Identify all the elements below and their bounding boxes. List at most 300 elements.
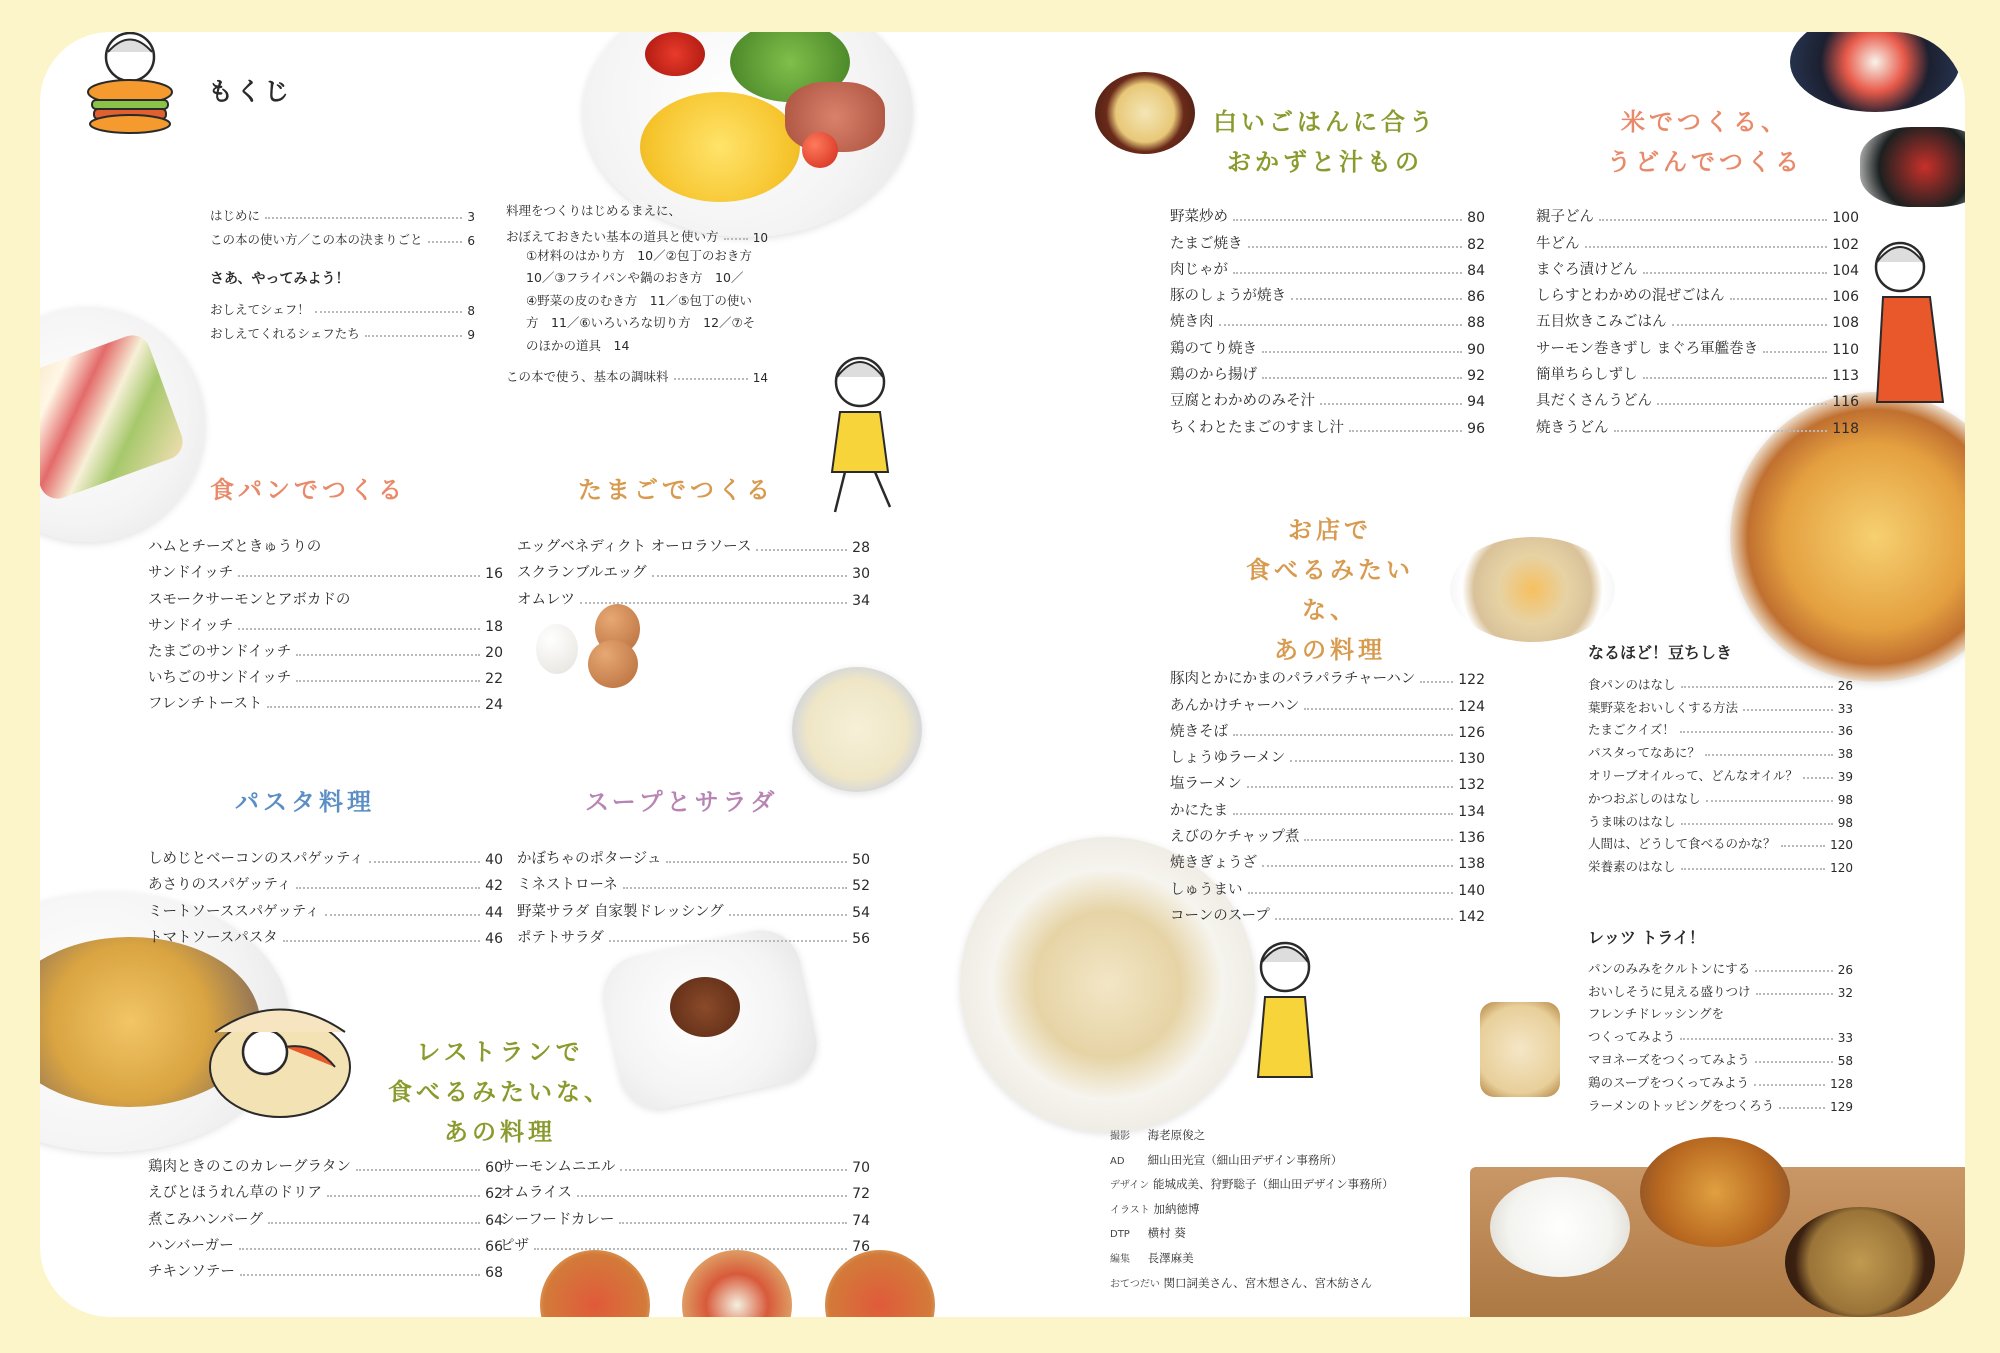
toc-entry-label: しょうゆラーメン [1170, 750, 1286, 767]
toc-entry-page: 92 [1467, 368, 1485, 385]
credit-role: イラスト [1110, 1204, 1150, 1216]
toc-entry-page: 62 [485, 1186, 503, 1203]
basics-detail: 10／③フライパンや鍋のおき方 10／ [526, 270, 744, 285]
title-line: 食べるみたいな、 [1246, 556, 1414, 624]
toc-entry[interactable] [148, 582, 503, 608]
dot-leader [1248, 892, 1454, 894]
toc-entry[interactable]: この本で使う、基本の調味料 14 [506, 369, 768, 385]
section-title-try: レッツ トライ！ [1588, 928, 1705, 947]
dot-leader [1763, 351, 1827, 353]
toc-entry[interactable] [1170, 384, 1485, 410]
dot-leader [1803, 777, 1833, 779]
toc-entry-label: つくってみよう [1588, 1029, 1676, 1045]
dot-leader [1756, 993, 1833, 995]
dot-leader [1262, 865, 1453, 867]
dot-leader [1681, 868, 1826, 870]
toc-entry-page: 50 [852, 852, 870, 869]
toc-entry[interactable]: おぼえておきたい基本の道具と使い方 10 [506, 228, 768, 245]
toc-entry-label: パスタってなあに？ [1588, 745, 1701, 761]
dot-leader [580, 602, 847, 604]
section-title-rice-side [1205, 102, 1445, 182]
toc-entry[interactable] [1170, 872, 1485, 898]
toc-entry[interactable]: おしえてシェフ！ 8 [210, 302, 475, 318]
toc-entry[interactable]: はじめに 3 [210, 208, 475, 224]
toc-entry-page: 20 [485, 644, 503, 661]
toc-entry[interactable] [1170, 715, 1485, 741]
toc-entry-page: 80 [1467, 210, 1485, 227]
dot-leader [268, 1222, 480, 1224]
toc-entry-label: しゅうまい [1170, 881, 1243, 898]
thinking-chef-character-icon [1855, 227, 1965, 417]
pizza-photo-2 [682, 1250, 792, 1317]
dot-leader [267, 706, 480, 708]
credit-line [1110, 1272, 1510, 1297]
potato-salad-photo [792, 667, 922, 792]
toc-entry-page: 120 [1830, 838, 1853, 853]
toc-entry[interactable] [1170, 688, 1485, 714]
toc-entry[interactable] [1170, 200, 1485, 226]
toc-entry-page: 100 [1832, 210, 1859, 227]
toc-entry[interactable] [1588, 977, 1853, 1000]
toc-entry-page: 33 [1837, 1031, 1853, 1046]
toc-entry-label: サンドイッチ [148, 617, 234, 634]
credit-line [1110, 1173, 1510, 1198]
toc-entry[interactable] [1588, 716, 1853, 739]
toc-entry-label: かにたま [1170, 802, 1228, 819]
rice-udon-list [1536, 200, 1859, 437]
toc-entry[interactable] [1536, 331, 1859, 357]
shop-list [1170, 662, 1485, 925]
credit-role: デザイン [1110, 1180, 1150, 1192]
restaurant-list-left [148, 1150, 503, 1281]
toc-entry[interactable] [148, 609, 503, 635]
toc-entry[interactable] [500, 1176, 870, 1202]
toc-entry-label: たまご焼き [1170, 235, 1243, 252]
miso-soup-photo [1785, 1207, 1935, 1317]
dot-leader [356, 1169, 480, 1171]
toc-entry-label: ハムとチーズときゅうりの [148, 539, 322, 556]
dot-leader [1754, 1084, 1825, 1086]
toc-entry[interactable] [1588, 852, 1853, 875]
toc-entry-label: フレンチドレッシングを [1588, 1006, 1725, 1022]
toc-entry[interactable] [1170, 846, 1485, 872]
toc-entry-label: サーモン巻きずし まぐろ軍艦巻き [1536, 340, 1759, 357]
toc-entry-page: 108 [1832, 315, 1859, 332]
toc-entry[interactable] [500, 1150, 870, 1176]
toc-entry-label: オムライス [500, 1185, 572, 1202]
toc-entry-label: ミネストローネ [517, 877, 618, 894]
toc-entry-page: 66 [485, 1238, 503, 1255]
title-line: おかずと汁もの [1227, 148, 1423, 176]
toc-entry[interactable] [1588, 954, 1853, 977]
dot-leader [1781, 845, 1826, 847]
title-line: 米でつくる、 [1621, 108, 1789, 136]
toc-entry-label: うま味のはなし [1588, 813, 1676, 829]
dot-leader [1657, 403, 1827, 405]
toc-entry-page: 98 [1837, 792, 1853, 807]
toc-entry-label: 人間は、どうして食べるのかな？ [1588, 836, 1776, 852]
toc-entry[interactable] [1588, 1068, 1853, 1091]
toc-entry-page: 120 [1830, 861, 1853, 876]
toc-entry[interactable] [500, 1202, 870, 1228]
dot-leader [1585, 246, 1828, 248]
toc-entry-page: 140 [1458, 882, 1485, 899]
toc-entry[interactable] [148, 921, 503, 947]
dot-leader [1599, 219, 1827, 221]
credit-role: AD [1110, 1155, 1125, 1167]
dot-leader [1681, 823, 1833, 825]
dot-leader [666, 861, 847, 863]
credit-name: 細山田光宣（細山田デザイン事務所） [1144, 1152, 1343, 1167]
dot-leader [1247, 786, 1453, 788]
dot-leader [1755, 970, 1833, 972]
toc-entry-page: 124 [1458, 698, 1485, 715]
dot-leader [1248, 246, 1463, 248]
dot-leader [534, 1248, 847, 1250]
toc-entry-page: 128 [1830, 1076, 1853, 1091]
toc-entry[interactable] [1588, 1000, 1853, 1023]
toc-entry-page: 60 [485, 1160, 503, 1177]
toc-entry-page: 56 [852, 930, 870, 947]
toc-entry[interactable] [148, 1176, 503, 1202]
dot-leader [1233, 813, 1453, 815]
basics-detail: ④野菜の皮のむき方 11／⑤包丁の使い [526, 292, 752, 308]
dot-leader [1672, 324, 1828, 326]
toc-entry[interactable] [1536, 279, 1859, 305]
credit-line [1110, 1149, 1510, 1174]
toc-entry-page: 58 [1837, 1053, 1853, 1068]
toc-entry[interactable] [1170, 253, 1485, 279]
dot-leader [1290, 760, 1453, 762]
credit-role: DTP [1110, 1229, 1130, 1241]
toc-entry[interactable] [1170, 279, 1485, 305]
toc-entry-page: 110 [1832, 341, 1859, 358]
toc-entry-page: 90 [1467, 341, 1485, 358]
trivia-list [1588, 670, 1853, 875]
toc-entry[interactable] [148, 868, 503, 894]
toc-entry-label: かつおぶしのはなし [1588, 790, 1701, 806]
dot-leader [577, 1195, 847, 1197]
toc-entry-page: 26 [1837, 678, 1853, 693]
toc-entry[interactable] [1536, 305, 1859, 331]
toc-entry-label: えびのケチャップ煮 [1170, 829, 1300, 846]
toc-entry-page: 82 [1467, 236, 1485, 253]
toc-entry-label: 栄養素のはなし [1588, 859, 1676, 875]
toc-entry[interactable] [500, 1229, 870, 1255]
toc-entry-page: 24 [485, 697, 503, 714]
toc-entry-page: 33 [1837, 701, 1853, 716]
toc-entry-page: 84 [1467, 262, 1485, 279]
dot-leader [1262, 377, 1462, 379]
toc-entry[interactable] [1588, 1045, 1853, 1068]
pizza-photo-3 [825, 1250, 935, 1317]
toc-entry-page: 138 [1458, 856, 1485, 873]
soup-bowl-photo [1095, 72, 1195, 154]
toc-entry[interactable] [1170, 899, 1485, 925]
dot-leader [1262, 351, 1462, 353]
toc-entry-label: スモークサーモンとアボカドの [148, 591, 351, 608]
dot-leader [619, 1222, 847, 1224]
dot-leader [1304, 839, 1453, 841]
toc-entry-label: トマトソースパスタ [148, 929, 278, 946]
toc-entry-label: あんかけチャーハン [1170, 697, 1300, 714]
toc-entry-label: ピザ [500, 1237, 529, 1254]
toc-entry[interactable] [1170, 358, 1485, 384]
toc-entry-page: 39 [1837, 769, 1853, 784]
toc-entry[interactable] [1588, 830, 1853, 853]
rice-bowl-photo [1490, 1177, 1630, 1277]
dot-leader [239, 1248, 480, 1250]
toc-entry-page: 96 [1467, 420, 1485, 437]
toc-entry-label: 親子どん [1536, 209, 1594, 226]
toc-entry-page: 106 [1832, 289, 1859, 306]
toc-entry-page: 44 [485, 904, 503, 921]
toc-entry[interactable] [517, 842, 870, 868]
title-line: うどんでつくる [1607, 148, 1803, 176]
egg-list [517, 530, 870, 609]
dot-leader [1755, 1061, 1833, 1063]
toc-entry-label: 鶏のスープをつくってみよう [1588, 1074, 1750, 1090]
dot-leader [1680, 1038, 1832, 1040]
toc-entry-label: フレンチトースト [148, 696, 263, 713]
try-list [1588, 954, 1853, 1114]
toc-entry-page: 32 [1837, 985, 1853, 1000]
start-heading: さあ、やってみよう！ [210, 271, 350, 287]
title-line: 食べるみたいな、 [388, 1078, 612, 1106]
dot-leader [756, 549, 847, 551]
toc-entry-label: サンドイッチ [148, 565, 234, 582]
dot-leader [1779, 1107, 1825, 1109]
toc-entry[interactable] [148, 661, 503, 687]
title-line: あの料理 [1274, 636, 1386, 664]
chef-girl-character-icon [810, 342, 920, 522]
toc-entry[interactable] [148, 1229, 503, 1255]
credit-name: 関口詞美さん、宮木想さん、宮木紡さん [1159, 1275, 1372, 1290]
toc-entry[interactable] [1170, 331, 1485, 357]
toc-entry[interactable] [1536, 200, 1859, 226]
section-title-rice-udon [1585, 102, 1825, 182]
scrambled-egg-photo [640, 92, 800, 202]
dot-leader [238, 575, 480, 577]
credit-line [1110, 1247, 1510, 1272]
toc-entry-page: 38 [1837, 747, 1853, 762]
dot-leader [283, 940, 480, 942]
section-title-soup: スープとサラダ [585, 788, 779, 816]
toc-entry-label: シーフードカレー [500, 1211, 615, 1228]
dot-leader [1681, 686, 1833, 688]
credit-name: 能城成美、狩野聡子（細山田デザイン事務所） [1149, 1177, 1394, 1192]
toc-entry[interactable] [148, 635, 503, 661]
toc-entry[interactable] [148, 1255, 503, 1281]
toc-entry-page: 134 [1458, 803, 1485, 820]
toc-entry[interactable] [1588, 693, 1853, 716]
toc-entry[interactable] [148, 556, 503, 582]
toc-entry[interactable] [1536, 253, 1859, 279]
dot-leader [620, 1169, 847, 1171]
toc-entry-page: 42 [485, 878, 503, 895]
dot-leader [1706, 800, 1833, 802]
dot-leader [1614, 430, 1828, 432]
toc-entry[interactable] [1170, 226, 1485, 252]
toc-entry-page: 126 [1458, 724, 1485, 741]
toc-entry-page: 16 [485, 566, 503, 583]
toc-entry[interactable] [517, 530, 870, 556]
toc-entry-page: 68 [485, 1264, 503, 1281]
dot-leader [1275, 918, 1454, 920]
toc-entry-page: 88 [1467, 315, 1485, 332]
toc-entry[interactable] [517, 894, 870, 920]
toc-entry[interactable] [517, 921, 870, 947]
credit-role: おてつだい [1110, 1278, 1160, 1290]
toc-entry[interactable] [1170, 767, 1485, 793]
restaurant-list-right [500, 1150, 870, 1255]
toc-entry-label: まぐろ漬けどん [1536, 261, 1638, 278]
toc-entry[interactable] [148, 842, 503, 868]
toc-entry-label: 豚肉とかにかまのパラパラチャーハン [1170, 671, 1416, 688]
toc-entry-page: 118 [1832, 420, 1859, 437]
basics-list [506, 200, 768, 385]
toc-entry-page: 30 [852, 566, 870, 583]
toc-entry[interactable] [517, 868, 870, 894]
basics-detail: のほかの道具 14 [526, 337, 630, 353]
toc-entry-page: 113 [1832, 368, 1859, 385]
toc-entry-label: えびとほうれん草のドリア [148, 1185, 322, 1202]
rice-side-list [1170, 200, 1485, 437]
toc-entry[interactable] [1588, 784, 1853, 807]
toc-entry-page: 132 [1458, 777, 1485, 794]
dot-leader [729, 914, 848, 916]
white-egg-photo [536, 624, 578, 674]
toc-entry[interactable] [1588, 1022, 1853, 1045]
basics-detail: ①材料のはかり方 10／②包丁のおき方 [526, 247, 752, 263]
toc-entry[interactable] [148, 1202, 503, 1228]
toc-entry-page: 86 [1467, 289, 1485, 306]
toc-entry-page: 136 [1458, 830, 1485, 847]
toc-entry-page: 74 [852, 1212, 870, 1229]
toc-entry-page: 116 [1832, 394, 1859, 411]
toc-entry[interactable] [1588, 670, 1853, 693]
section-title-shop [1220, 510, 1440, 670]
toc-entry-label: マヨネーズをつくってみよう [1588, 1051, 1750, 1067]
toc-entry-label: オリーブオイルって、どんなオイル？ [1588, 767, 1798, 783]
toc-entry-label: 野菜サラダ 自家製ドレッシング [517, 903, 724, 920]
toc-entry-page: 22 [485, 671, 503, 688]
bread-list [148, 530, 503, 713]
credit-name: 海老原俊之 [1144, 1128, 1206, 1142]
toc-entry-page: 34 [852, 592, 870, 609]
toc-entry[interactable] [1170, 741, 1485, 767]
toc-entry[interactable] [148, 687, 503, 713]
toc-entry[interactable] [148, 1150, 503, 1176]
front-matter-list [210, 200, 475, 342]
dot-leader [1233, 219, 1462, 221]
toc-entry[interactable] [1588, 761, 1853, 784]
toc-entry-label: 具だくさんうどん [1536, 393, 1652, 410]
toc-entry-page: 94 [1467, 394, 1485, 411]
credit-line [1110, 1124, 1510, 1149]
dot-leader [1743, 709, 1833, 711]
toc-entry[interactable] [517, 556, 870, 582]
toc-entry[interactable] [1170, 662, 1485, 688]
toc-entry-label: 焼きぎょうざ [1170, 855, 1257, 872]
toc-entry-label: エッグベネディクト オーロラソース [517, 539, 752, 556]
dot-leader [609, 940, 847, 942]
toc-entry[interactable] [1588, 1091, 1853, 1114]
toc-entry-label: 鶏のてり焼き [1170, 340, 1257, 357]
toc-entry-label: スクランブルエッグ [517, 565, 647, 582]
toc-entry[interactable] [148, 894, 503, 920]
dot-leader [1291, 298, 1462, 300]
toc-entry-label: しめじとベーコンのスパゲッティ [148, 851, 364, 868]
toc-entry-label: 牛どん [1536, 235, 1580, 252]
pasta-list [148, 842, 503, 947]
toc-entry[interactable] [148, 530, 503, 556]
dot-leader [1320, 403, 1462, 405]
toc-entry[interactable] [1536, 358, 1859, 384]
toc-entry[interactable] [1536, 226, 1859, 252]
fried-chicken-photo [1640, 1137, 1790, 1247]
toc-entry-label: 簡単ちらしずし [1536, 367, 1638, 384]
toc-entry-label: かぼちゃのポタージュ [517, 851, 662, 868]
title-line: あの料理 [444, 1118, 556, 1146]
toc-entry-label: 豆腐とわかめのみそ汁 [1170, 393, 1315, 410]
toc-entry[interactable] [1170, 305, 1485, 331]
toc-entry[interactable] [1588, 738, 1853, 761]
ketchup-photo [645, 32, 705, 76]
toc-entry-label: 食パンのはなし [1588, 676, 1676, 692]
credit-role: 編集 [1110, 1253, 1130, 1265]
dot-leader [1643, 272, 1828, 274]
toc-entry-page: 130 [1458, 751, 1485, 768]
dot-leader [1349, 430, 1462, 432]
toc-entry-label: チキンソテー [148, 1263, 235, 1280]
toc-entry[interactable] [1170, 410, 1485, 436]
title-line: レストランで [416, 1038, 584, 1066]
toc-entry-label: 葉野菜をおいしくする方法 [1588, 699, 1739, 715]
toc-entry[interactable] [1536, 410, 1859, 436]
toc-entry-label: ラーメンのトッピングをつくろう [1588, 1097, 1775, 1113]
toc-entry-label: 五目炊きこみごはん [1536, 314, 1667, 331]
toc-entry-page: 102 [1832, 236, 1859, 253]
chef-boy-character-icon [1240, 927, 1330, 1097]
chef-burger-character-icon [80, 32, 180, 137]
toc-entry[interactable] [517, 582, 870, 608]
toc-entry-label: たまごのサンドイッチ [148, 643, 292, 660]
dot-leader [296, 680, 480, 682]
toc-entry-page: 54 [852, 904, 870, 921]
toc-entry-page: 129 [1830, 1099, 1853, 1114]
toc-entry-label: あさりのスパゲッティ [148, 877, 292, 894]
toc-entry-label: ちくわとたまごのすまし汁 [1170, 419, 1344, 436]
toc-entry-page: 64 [485, 1212, 503, 1229]
toc-entry-label: サーモンムニエル [500, 1159, 616, 1176]
dot-leader [652, 575, 848, 577]
dot-leader [296, 654, 480, 656]
toc-entry-label: 塩ラーメン [1170, 776, 1242, 793]
toc-entry[interactable] [1588, 807, 1853, 830]
toc-entry-label: 鶏肉ときのこのカレーグラタン [148, 1159, 351, 1176]
toc-entry[interactable]: この本の使い方／この本の決まりごと 6 [210, 232, 475, 248]
toc-entry-label: パンのみみをクルトンにする [1588, 960, 1751, 976]
tomato-photo [802, 132, 838, 168]
toc-entry[interactable] [1536, 384, 1859, 410]
toc-entry-label: 肉じゃが [1170, 261, 1228, 278]
toc-entry[interactable]: おしえてくれるシェフたち 9 [210, 326, 475, 342]
toc-entry[interactable] [1170, 820, 1485, 846]
basics-line-1: 料理をつくりはじめるまえに、 [506, 203, 682, 218]
dot-leader [1233, 734, 1453, 736]
toc-entry[interactable] [1170, 793, 1485, 819]
